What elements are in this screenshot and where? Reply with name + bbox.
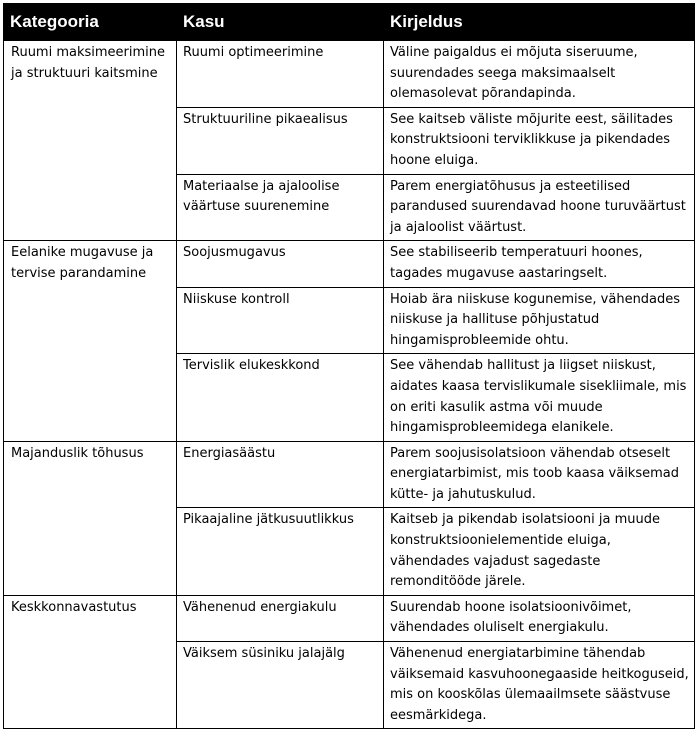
- header-description: Kirjeldus: [384, 4, 695, 41]
- benefit-cell: Materiaalse ja ajaloolise väärtuse suurenemine: [177, 174, 384, 241]
- description-cell: Väline paigaldus ei mõjuta siseruume, suurendades seega maksimaalselt olemasolevat põrandapinda.: [384, 41, 695, 108]
- benefit-cell: Soojusmugavus: [177, 241, 384, 287]
- benefit-cell: Struktuuriline pikaealisus: [177, 107, 384, 174]
- benefit-cell: Pikaajaline jätkusuutlikkus: [177, 508, 384, 595]
- table-row: [4, 41, 695, 108]
- description-cell: Parem energiatõhusus ja esteetilised parandused suurendavad hoone turuväärtust ja ajaloolist väärtust.: [384, 174, 695, 241]
- header-row: [4, 4, 695, 41]
- benefit-cell: Niiskuse kontroll: [177, 287, 384, 354]
- table-row: [4, 241, 695, 287]
- table-body: [4, 41, 695, 729]
- benefit-cell: Väiksem süsiniku jalajälg: [177, 642, 384, 729]
- description-cell: Suurendab hoone isolatsioonivõimet, vähendades oluliselt energiakulu.: [384, 595, 695, 641]
- description-cell: Vähenenud energiatarbimine tähendab väiksemaid kasvuhoonegaaside heitkoguseid, mis on kooskõlas ülemaailmsete säästvuse eesmärkidega.: [384, 642, 695, 729]
- benefit-cell: Tervislik elukeskkond: [177, 354, 384, 441]
- benefits-table: [3, 3, 695, 729]
- table-header: [4, 4, 695, 41]
- description-cell: See stabiliseerib temperatuuri hoones, tagades mugavuse aastaringselt.: [384, 241, 695, 287]
- benefit-cell: Energiasäästu: [177, 441, 384, 508]
- description-cell: See vähendab hallitust ja liigset niiskust, aidates kaasa tervislikumale sisekliimale, mis on eriti kasulik astma või muude hingamisprobleemidega elanikele.: [384, 354, 695, 441]
- benefit-cell: Vähenenud energiakulu: [177, 595, 384, 641]
- table-row: [4, 595, 695, 641]
- description-cell: Kaitseb ja pikendab isolatsiooni ja muude konstruktsioonielementide eluiga, vähendades vajadust sagedaste remonditööde järele.: [384, 508, 695, 595]
- description-cell: Parem soojusisolatsioon vähendab otseselt energiatarbimist, mis toob kaasa väiksemad kütte- ja jahutuskulud.: [384, 441, 695, 508]
- description-cell: See kaitseb väliste mõjurite eest, säilitades konstruktsiooni terviklikkuse ja pikendades hoone eluiga.: [384, 107, 695, 174]
- header-category: Kategooria: [4, 4, 177, 41]
- benefit-cell: Ruumi optimeerimine: [177, 41, 384, 108]
- category-cell: Keskkonnavastutus: [4, 595, 177, 729]
- table-row: [4, 441, 695, 508]
- header-benefit: Kasu: [177, 4, 384, 41]
- description-cell: Hoiab ära niiskuse kogunemise, vähendades niiskuse ja hallituse põhjustatud hingamisprobleemide ohtu.: [384, 287, 695, 354]
- category-cell: Ruumi maksimeerimine ja struktuuri kaitsmine: [4, 41, 177, 241]
- category-cell: Eelanike mugavuse ja tervise parandamine: [4, 241, 177, 441]
- category-cell: Majanduslik tõhusus: [4, 441, 177, 595]
